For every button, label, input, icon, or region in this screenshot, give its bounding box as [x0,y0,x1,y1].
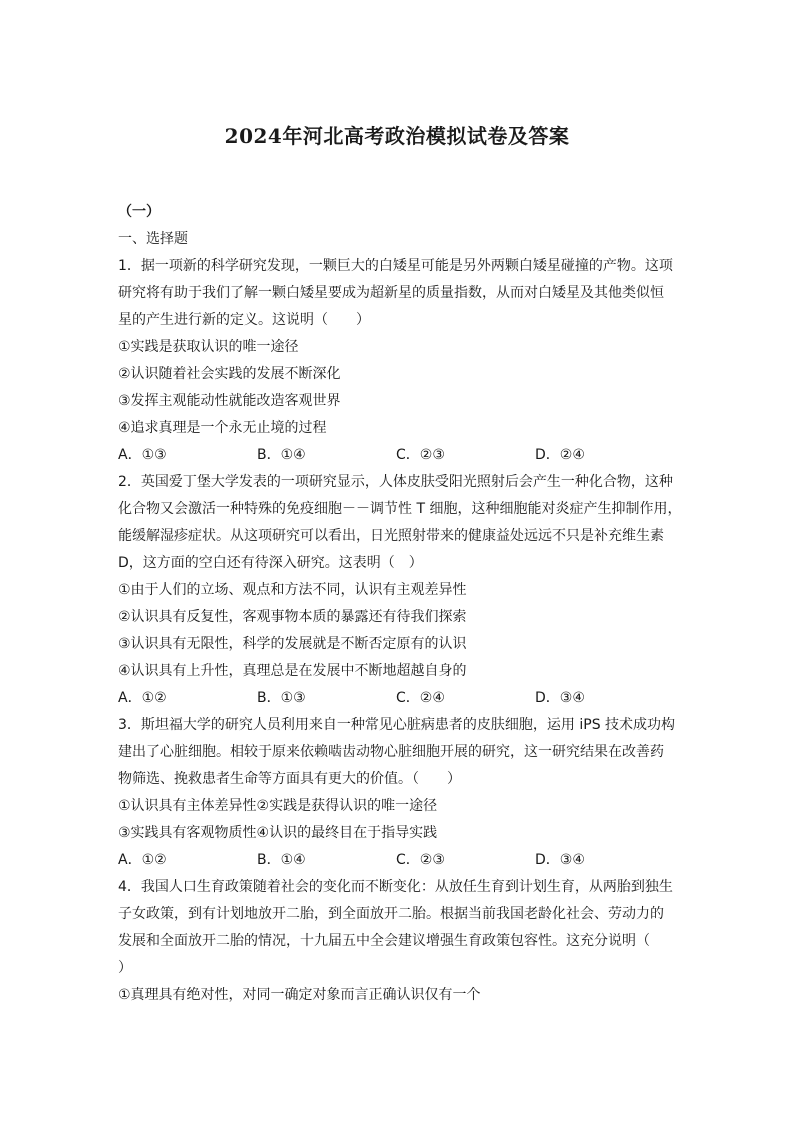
statement: ④认识具有上升性，真理总是在发展中不断地超越自身的 [118,663,467,679]
option-c: C．②③ [396,447,445,463]
question-1 [118,253,678,469]
statement: ②认识具有反复性，客观事物本质的暴露还有待我们探索 [118,609,467,625]
question-4 [118,874,678,1009]
option-b: B．①④ [257,852,306,868]
section-label: 一、选择题 [118,231,188,247]
document-body [118,199,682,1009]
option-d: D．③④ [535,852,585,868]
option-c: C．②④ [396,690,445,706]
statement: ④追求真理是一个永无止境的过程 [118,420,327,436]
question-stem-line: 子女政策，到有计划地放开二胎，到全面放开二胎。根据当前我国老龄化社会、劳动力的 [118,906,664,922]
part-label: （一） [118,204,160,220]
option-d: D．③④ [535,690,585,706]
question-stem-line: ） [118,960,132,976]
statement: ③发挥主观能动性就能改造客观世界 [118,393,341,409]
question-stem-line: D，这方面的空白还有待深入研究。这表明（ ） [118,555,423,571]
option-a: A．①② [118,690,167,706]
question-3 [118,712,678,874]
question-2 [118,469,682,712]
option-b: B．①④ [257,447,306,463]
option-c: C．②③ [396,852,445,868]
option-b: B．①③ [257,690,306,706]
document-title: 2024年河北高考政治模拟试卷及答案 [224,124,570,148]
statement: ②认识随着社会实践的发展不断深化 [118,366,341,382]
question-stem-line: 物筛选、挽救患者生命等方面具有更大的价值。（ ） [118,771,461,787]
question-stem-line: 1．据一项新的科学研究发现，一颗巨大的白矮星可能是另外两颗白矮星碰撞的产物。这项 [118,258,673,274]
answer-options [118,442,678,469]
statement: ①由于人们的立场、观点和方法不同，认识有主观差异性 [118,582,467,598]
statement: ①真理具有绝对性，对同一确定对象而言正确认识仅有一个 [118,987,481,1003]
answer-options [118,847,678,874]
question-stem-line: 化合物又会激活一种特殊的免疫细胞－－调节性 T 细胞，这种细胞能对炎症产生抑制作用， [118,501,682,517]
question-stem-line: 2．英国爱丁堡大学发表的一项研究显示，人体皮肤受阳光照射后会产生一种化合物，这种 [118,474,673,490]
question-stem-line: 建出了心脏细胞。相较于原来依赖啮齿动物心脏细胞开展的研究，这一研究结果在改善药 [118,744,664,760]
question-stem-line: 星的产生进行新的定义。这说明（ ） [118,312,370,328]
answer-options [118,685,678,712]
question-stem-line: 发展和全面放开二胎的情况，十九届五中全会建议增强生育政策包容性。这充分说明（ [118,933,650,949]
question-stem-line: 3．斯坦福大学的研究人员利用来自一种常见心脏病患者的皮肤细胞，运用 iPS 技术成功构 [118,717,676,733]
option-a: A．①② [118,852,167,868]
option-d: D．②④ [535,447,585,463]
question-stem-line: 研究将有助于我们了解一颗白矮星要成为超新星的质量指数，从而对白矮星及其他类似恒 [118,285,664,301]
statement: ①实践是获取认识的唯一途径 [118,339,299,355]
statement: ③实践具有客观物质性④认识的最终目在于指导实践 [118,825,438,841]
question-stem-line: 4．我国人口生育政策随着社会的变化而不断变化：从放任生育到计划生育，从两胎到独生 [118,879,673,895]
statement: ③认识具有无限性，科学的发展就是不断否定原有的认识 [118,636,467,652]
option-a: A．①③ [118,447,167,463]
statement: ①认识具有主体差异性②实践是获得认识的唯一途径 [118,798,438,814]
question-stem-line: 能缓解湿疹症状。从这项研究可以看出，日光照射带来的健康益处远远不只是补充维生素 [118,528,664,544]
